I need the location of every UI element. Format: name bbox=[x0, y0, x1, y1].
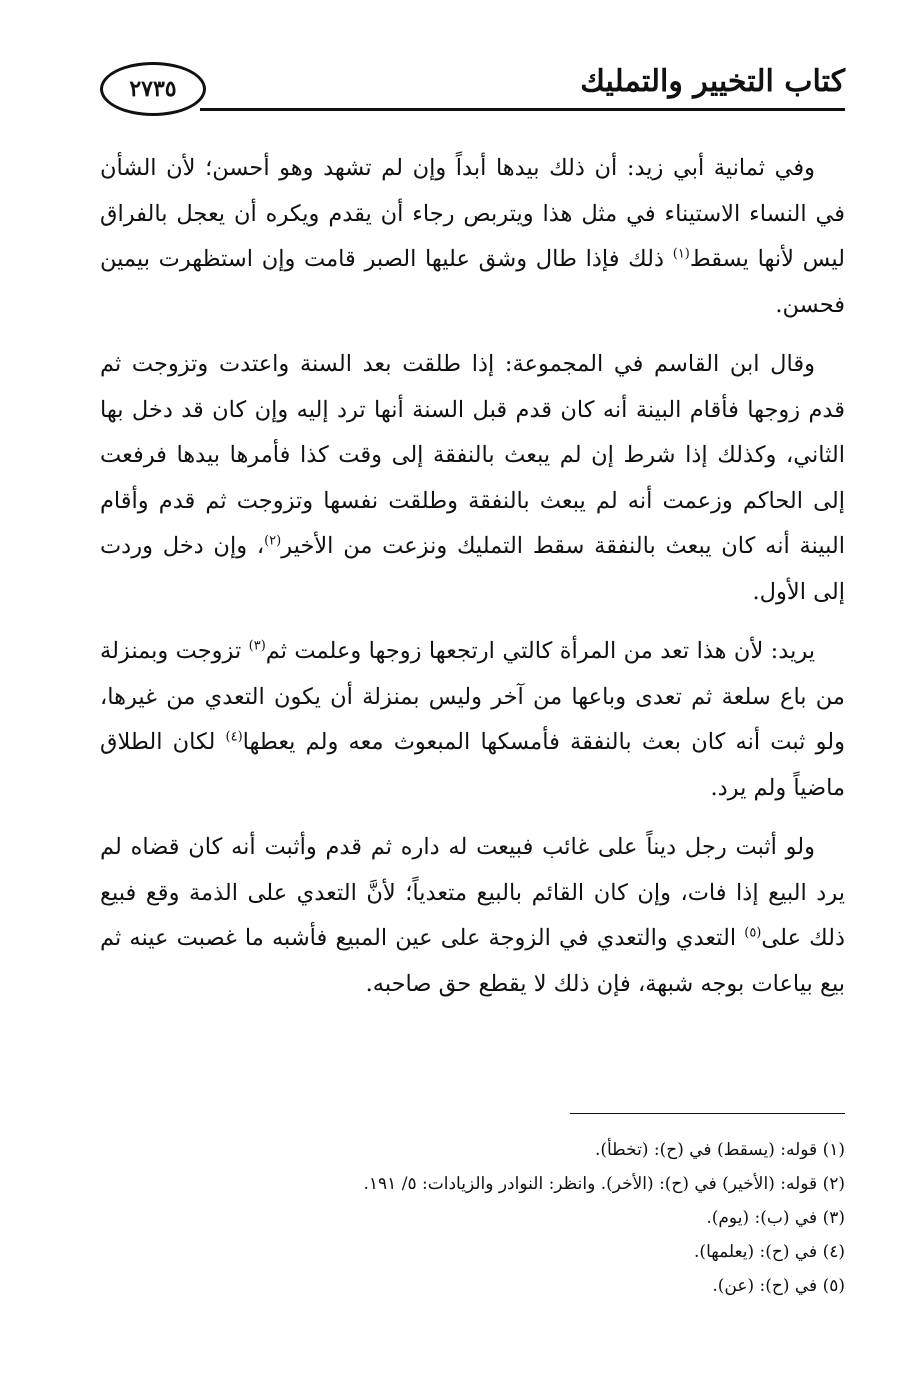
header-rule bbox=[200, 108, 845, 111]
footnote: (٤) في (ح): (يعلمها). bbox=[694, 1242, 845, 1262]
footnote: (٥) في (ح): (عن). bbox=[712, 1276, 845, 1296]
footnote: (٢) قوله: (الأخير) في (ح): (الأخر). وانظر: النوادر والزيادات: ٥/ ١٩١. bbox=[363, 1174, 845, 1194]
footnote-ref: (٣) bbox=[248, 638, 266, 654]
paragraph-text: التعدي والتعدي في الزوجة على عين المبيع فأشبه ما غصبت عينه ثم بيع بياعات بوجه شبهة، فإن ذلك لا يقطع حق صاحبه. bbox=[100, 925, 845, 997]
footnote-separator bbox=[570, 1113, 845, 1114]
paragraph bbox=[100, 629, 845, 811]
paragraph bbox=[100, 825, 845, 1007]
page-number: ٢٧٣٥ bbox=[100, 62, 206, 116]
main-text bbox=[100, 146, 845, 1021]
paragraph bbox=[100, 342, 845, 615]
footnote-ref: (٤) bbox=[225, 729, 243, 745]
paragraph-text: يريد: لأن هذا تعد من المرأة كالتي ارتجعها زوجها وعلمت ثم bbox=[265, 638, 816, 664]
page-title: كتاب التخيير والتمليك bbox=[580, 64, 845, 99]
paragraph-text: تزوجت وبمنزلة من باع سلعة ثم تعدى وباعها من آخر وليس بمنزلة أن يكون التعدي من غيرها، ولو ثبت أنه كان بعث بالنفقة فأمسكها المبعوث معه ولم يعطها bbox=[100, 638, 845, 755]
paragraph-text: وفي ثمانية أبي زيد: أن ذلك بيدها أبداً وإن لم تشهد وهو أحسن؛ لأن الشأن في النساء الاستيناء في مثل هذا ويتربص رجاء أن يقدم ويكره أن يعجل بالفراق ليس لأنها يسقط bbox=[100, 155, 846, 272]
paragraph-text: وقال ابن القاسم في المجموعة: إذا طلقت بعد السنة واعتدت وتزوجت ثم قدم زوجها فأقام البينة أنه كان قدم قبل السنة أنها ترد إليه وإن كان قد دخل بها الثاني، وكذلك إذا شرط إن لم يبعث بالنفقة إلى وقت كذا فأمرها بيدها فرفعت إلى الحاكم وزعمت أنه لم يبعث بالنفقة وطلقت نفسها وتزوجت ثم قدم وأقام البينة أنه كان يبعث بالنفقة سقط التمليك ونزعت من الأخير bbox=[100, 351, 846, 559]
paragraph bbox=[100, 146, 845, 328]
paragraph-text: لكان الطلاق ماضياً ولم يرد. bbox=[100, 729, 845, 801]
page-header bbox=[100, 58, 845, 128]
footnote-ref: (٥) bbox=[744, 925, 762, 941]
footnote: (١) قوله: (يسقط) في (ح): (تخطأ). bbox=[594, 1140, 845, 1160]
paragraph-text: ذلك فإذا طال وشق عليها الصبر قامت وإن استظهرت بيمين فحسن. bbox=[100, 246, 845, 318]
footnote: (٣) في (ب): (يوم). bbox=[706, 1208, 845, 1228]
paragraph-text: ولو أثبت رجل ديناً على غائب فبيعت له داره ثم قدم وأثبت أنه كان قضاه لم يرد البيع إذا فات، وإن كان القائم بالبيع متعدياً؛ لأنَّ التعدي على الذمة وقع فبيع ذلك على bbox=[100, 834, 845, 951]
paragraph-text: ، وإن دخل وردت إلى الأول. bbox=[100, 533, 845, 605]
footnotes bbox=[100, 1133, 845, 1303]
footnote-ref: (١) bbox=[672, 246, 690, 262]
footnote-ref: (٢) bbox=[264, 533, 282, 549]
